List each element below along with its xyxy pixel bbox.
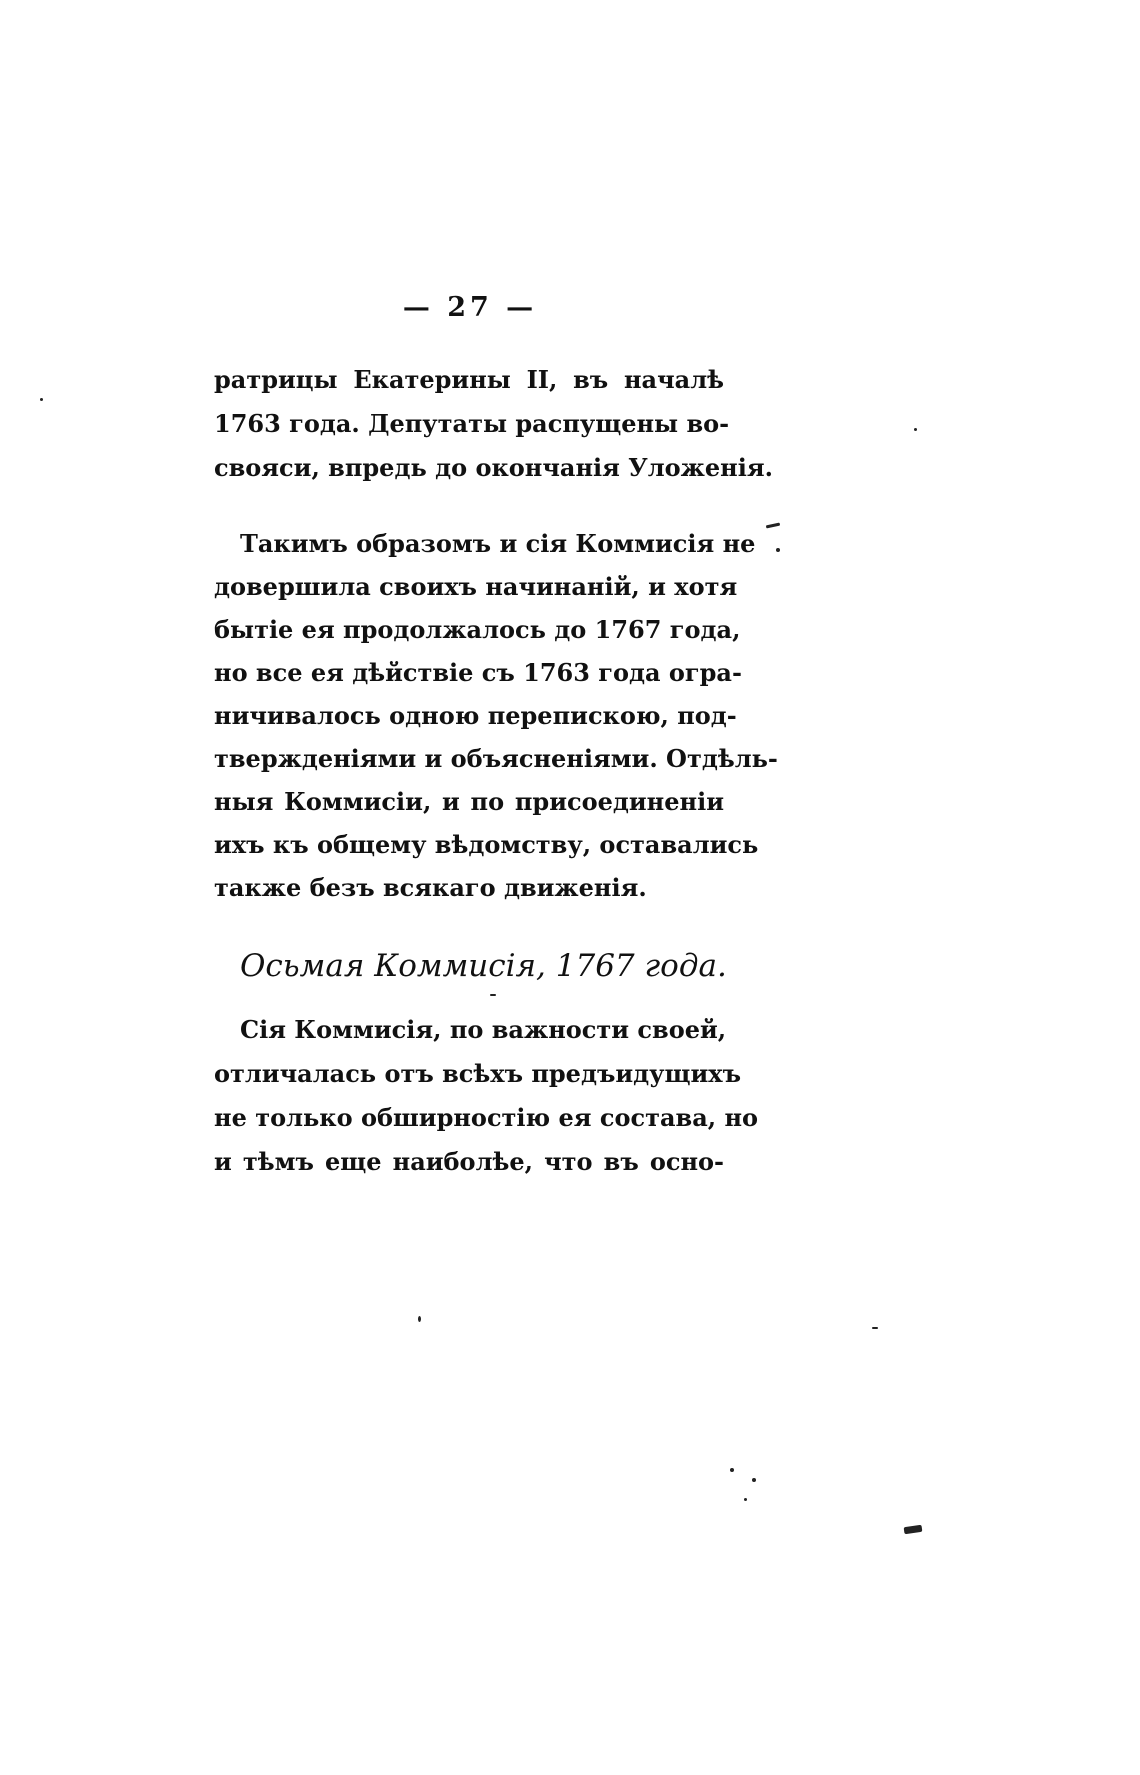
scan-speck xyxy=(766,523,780,529)
scan-speck xyxy=(904,1525,923,1534)
text-line: свояси, впредь до окончанія Уложенія. xyxy=(214,453,773,482)
scan-speck xyxy=(752,1478,756,1482)
text-line: Сія Коммисія, по важности своей, xyxy=(240,1015,727,1044)
text-line: и тѣмъ еще наиболѣе, что въ осно- xyxy=(214,1147,724,1176)
scan-speck xyxy=(730,1468,734,1472)
text-line: но все ея дѣйствіе съ 1763 года огра- xyxy=(214,658,742,687)
scan-speck xyxy=(744,1498,747,1501)
text-line: бытіе ея продолжалось до 1767 года, xyxy=(214,615,741,644)
text-line: довершила своихъ начинаній, и хотя xyxy=(214,572,738,601)
scan-speck xyxy=(872,1327,878,1329)
text-line: Такимъ образомъ и сія Коммисія не xyxy=(240,529,756,558)
text-line: тверждeніями и объясненіями. Отдѣль- xyxy=(214,744,778,773)
text-line: ныя Коммисіи, и по присоединеніи xyxy=(214,787,724,816)
section-heading: Осьмая Коммисія, 1767 года. xyxy=(240,948,727,984)
page-number: — 27 — xyxy=(402,292,538,323)
text-line: отличалась отъ всѣхъ предъидущихъ xyxy=(214,1059,742,1088)
text-line: 1763 года. Депутаты распущены во- xyxy=(214,409,730,438)
text-line: ихъ къ общему вѣдомству, оставались xyxy=(214,830,759,859)
text-line: не только обширностію ея состава, но xyxy=(214,1103,759,1132)
text-line: также безъ всякаго движенія. xyxy=(214,873,647,902)
scan-speck xyxy=(490,994,496,996)
scan-speck xyxy=(776,548,780,552)
scan-speck xyxy=(418,1316,421,1322)
scan-speck xyxy=(914,428,917,431)
text-line: ничивалось одною перепискою, под- xyxy=(214,701,737,730)
text-line: ратрицы Екатерины II, въ началѣ xyxy=(214,365,724,394)
scan-speck xyxy=(40,398,43,401)
